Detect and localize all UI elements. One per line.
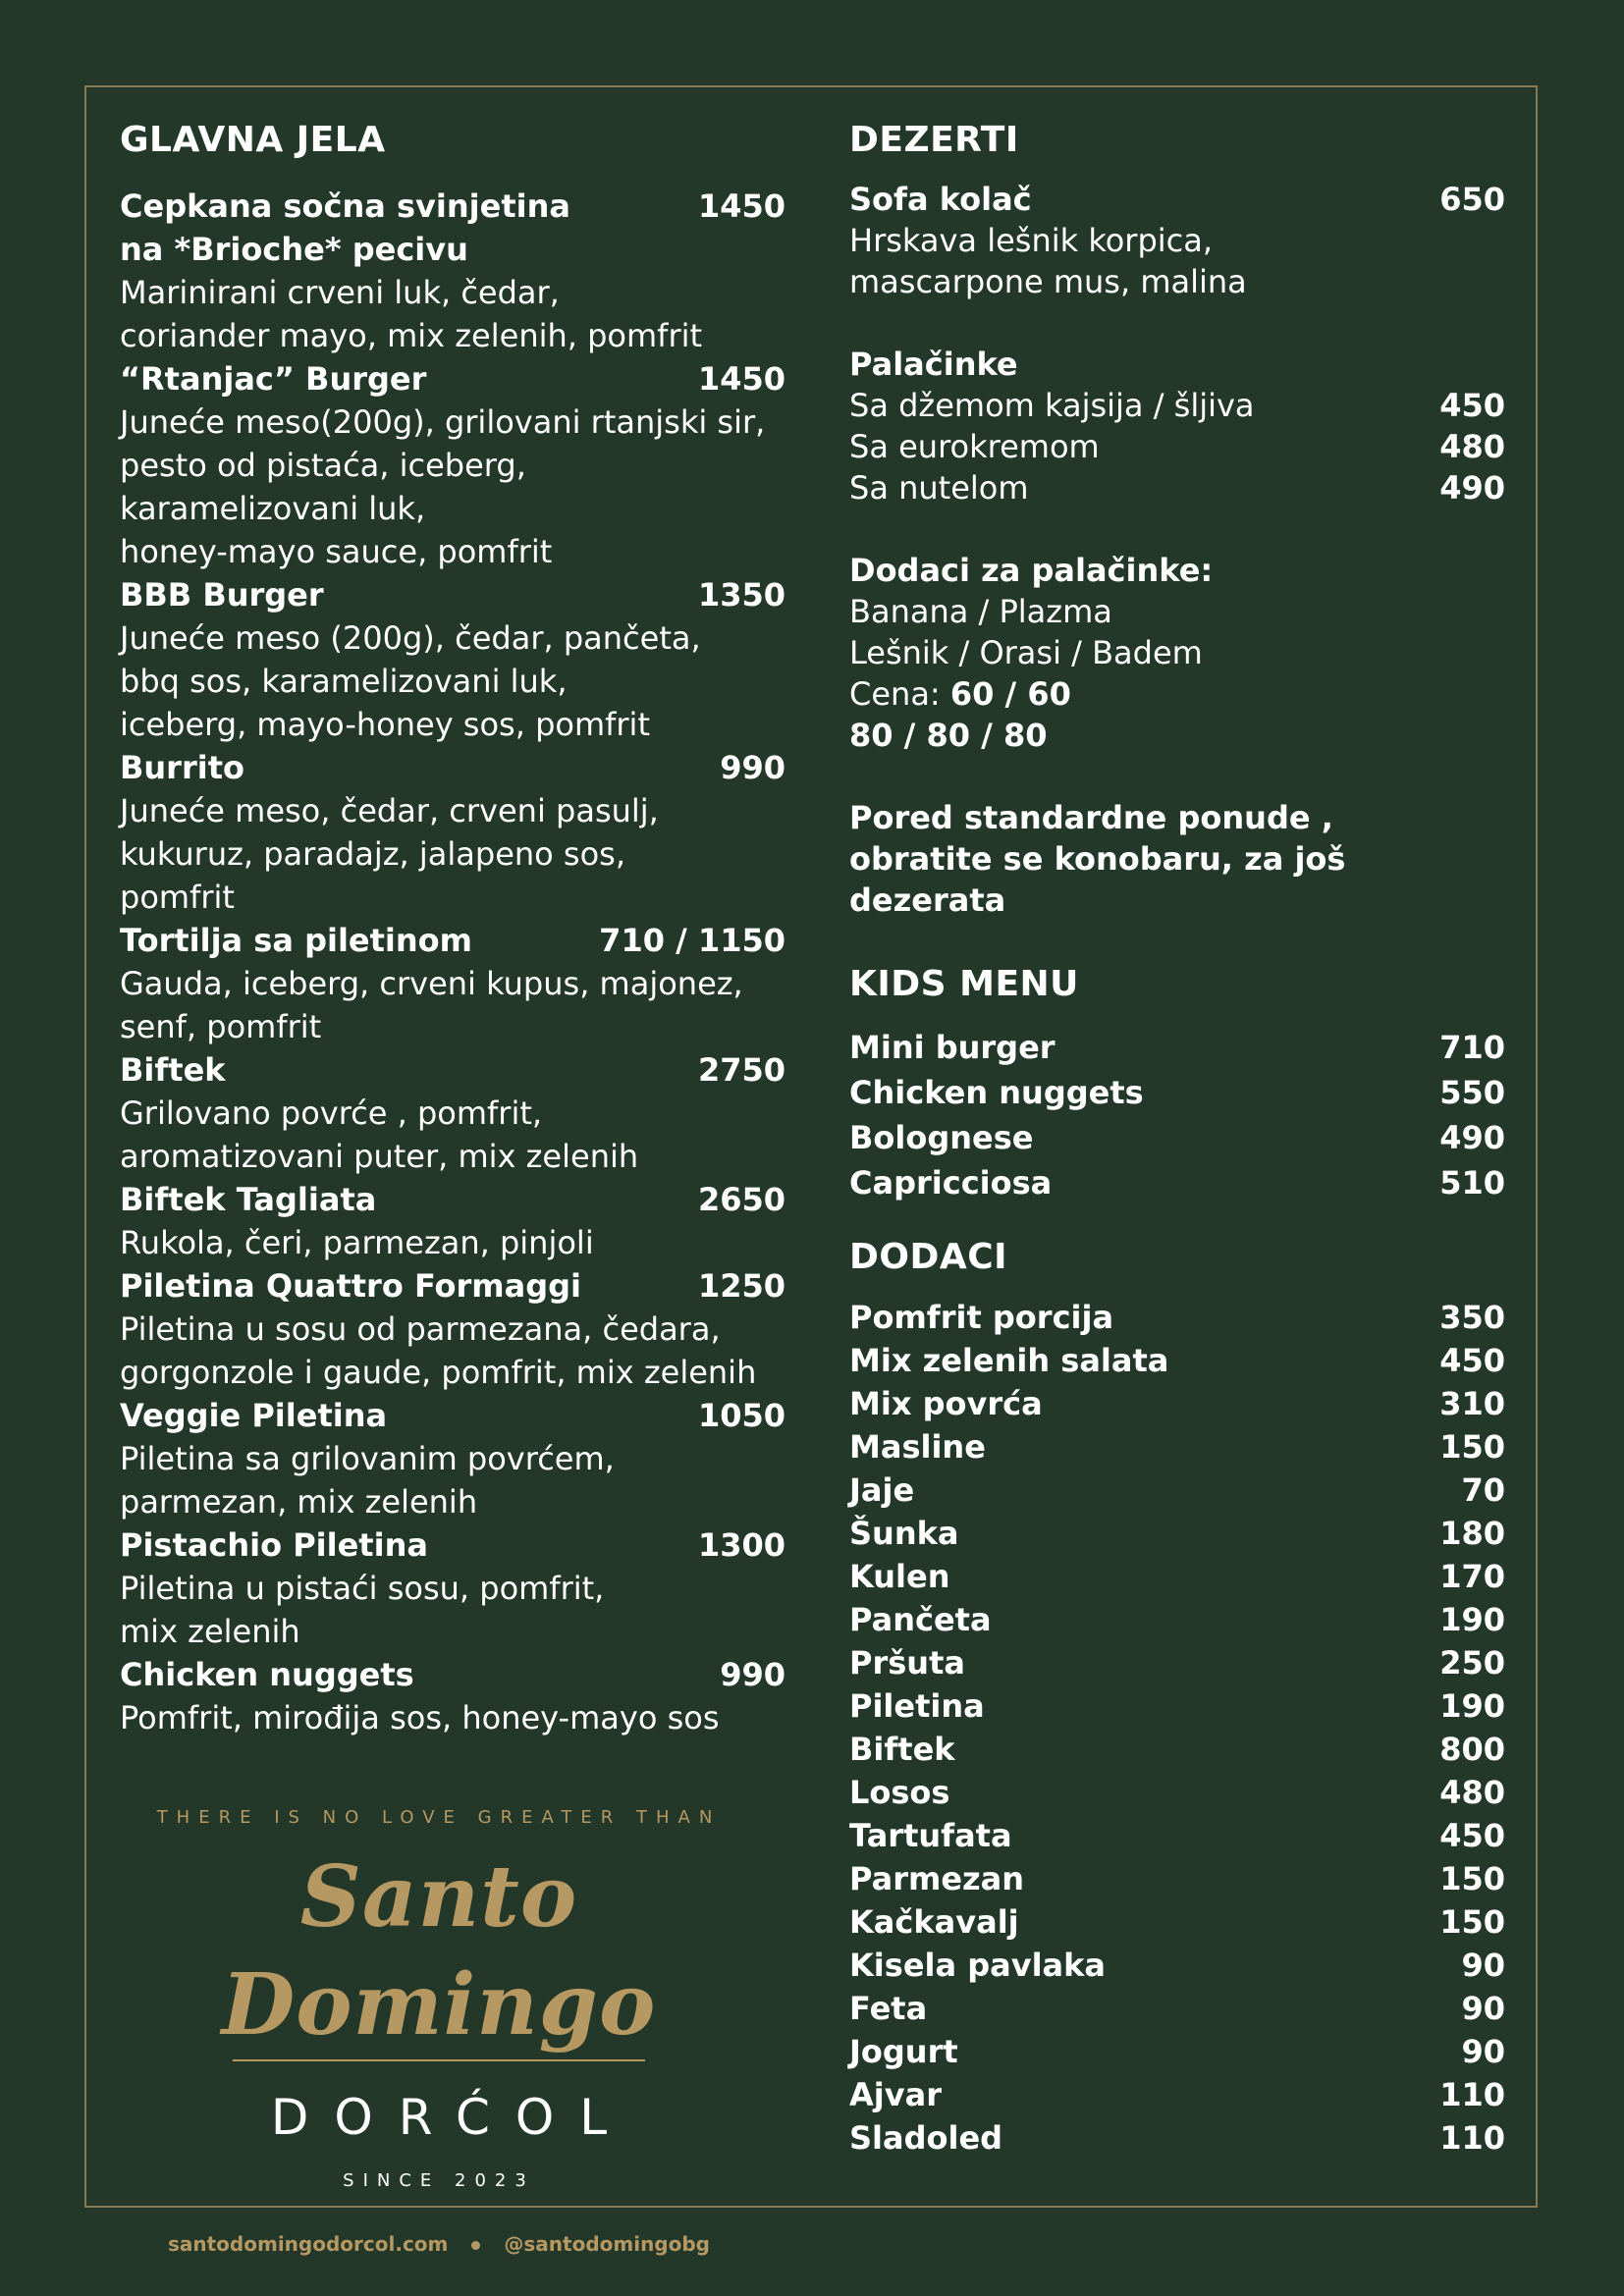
menu-item <box>120 357 785 573</box>
logo-underline <box>233 2059 645 2061</box>
item-price: 1450 <box>697 187 785 225</box>
list-item <box>849 1468 1505 1512</box>
list-item <box>849 1857 1505 1900</box>
list-item <box>849 1382 1505 1425</box>
item-price: 1250 <box>697 1267 785 1305</box>
item-price: 180 <box>1439 1515 1505 1552</box>
item-name: Tortilja sa piletinom <box>120 922 472 959</box>
item-name: Pančeta <box>849 1601 992 1638</box>
dessert-note <box>849 797 1505 921</box>
item-name: Pistachio Piletina <box>120 1526 428 1564</box>
item-name: Sa nutelom <box>849 469 1029 507</box>
item-price: 2650 <box>697 1181 785 1218</box>
note-line: obratite se konobaru, za još dezerata <box>849 840 1346 919</box>
menu-item <box>120 1048 785 1178</box>
menu-item <box>120 1523 785 1653</box>
item-name: Masline <box>849 1428 986 1466</box>
item-name-line2: na *Brioche* pecivu <box>120 231 468 268</box>
item-price: 710 <box>1439 1029 1505 1066</box>
list-item <box>849 1555 1505 1598</box>
list-item <box>849 1425 1505 1468</box>
main-dishes-title: GLAVNA JELA <box>120 120 386 160</box>
item-name: Kulen <box>849 1558 950 1595</box>
item-price: 190 <box>1439 1601 1505 1638</box>
item-name: Sa eurokremom <box>849 428 1100 465</box>
addons-price-line <box>849 673 1505 715</box>
list-item <box>849 1728 1505 1771</box>
item-price: 70 <box>1461 1471 1505 1509</box>
item-name: Pršuta <box>849 1644 965 1682</box>
price-label: Cena: <box>849 675 950 713</box>
item-price: 1450 <box>697 360 785 398</box>
item-description: Marinirani crveni luk, čedar, <box>120 274 560 311</box>
item-price: 150 <box>1439 1903 1505 1941</box>
item-name: Ajvar <box>849 2076 942 2113</box>
item-price: 2750 <box>697 1051 785 1089</box>
item-description: Juneće meso, čedar, crveni pasulj, <box>120 792 659 829</box>
item-price: 350 <box>1439 1299 1505 1336</box>
item-description: pomfrit <box>120 879 235 916</box>
item-name: Mix zelenih salata <box>849 1342 1169 1379</box>
pancakes-group <box>849 344 1505 508</box>
addons-line: Banana / Plazma <box>849 593 1112 630</box>
item-price: 250 <box>1439 1644 1505 1682</box>
item-name: Bolognese <box>849 1119 1034 1156</box>
item-price: 800 <box>1439 1731 1505 1768</box>
pancake-row <box>849 426 1505 467</box>
item-description: Juneće meso(200g), grilovani rtanjski sir, <box>120 403 766 441</box>
item-name: Sa džemom kajsija / šljiva <box>849 387 1255 424</box>
item-name: BBB Burger <box>120 576 324 614</box>
list-item <box>849 1512 1505 1555</box>
extras-list <box>849 1296 1505 2160</box>
addons-price: 60 / 60 <box>949 675 1071 713</box>
item-name: Tartufata <box>849 1817 1012 1854</box>
item-description: mascarpone mus, malina <box>849 263 1247 300</box>
note-line: Pored standardne ponude , <box>849 799 1333 836</box>
item-description: Hrskava lešnik korpica, <box>849 222 1214 259</box>
menu-item <box>120 1178 785 1264</box>
item-description: bbq sos, karamelizovani luk, <box>120 663 568 700</box>
item-price: 450 <box>1439 387 1505 424</box>
item-price: 1300 <box>697 1526 785 1564</box>
item-name: Jogurt <box>849 2033 958 2070</box>
item-description: Gauda, iceberg, crveni kupus, majonez, <box>120 965 743 1002</box>
item-description: Juneće meso (200g), čedar, pančeta, <box>120 619 701 657</box>
list-item <box>849 1339 1505 1382</box>
item-description: kukuruz, paradajz, jalapeno sos, <box>120 835 625 873</box>
list-item <box>849 1771 1505 1814</box>
item-price: 110 <box>1439 2076 1505 2113</box>
item-price: 490 <box>1439 469 1505 507</box>
dessert-item <box>849 179 1505 302</box>
kids-menu-title: KIDS MENU <box>849 964 1079 1004</box>
item-price: 480 <box>1439 428 1505 465</box>
item-name: Šunka <box>849 1515 959 1552</box>
item-price: 110 <box>1439 2119 1505 2157</box>
list-item <box>849 2073 1505 2116</box>
item-description: Piletina u pistaći sosu, pomfrit, <box>120 1570 605 1607</box>
main-dishes-list <box>120 185 785 1739</box>
list-item <box>849 1025 1505 1070</box>
item-name: Losos <box>849 1774 950 1811</box>
desserts-title: DEZERTI <box>849 120 1019 160</box>
item-price: 310 <box>1439 1385 1505 1422</box>
item-description: mix zelenih <box>120 1613 300 1650</box>
item-name: Burrito <box>120 749 244 786</box>
item-name: Feta <box>849 1990 928 2027</box>
item-price: 90 <box>1461 1947 1505 1984</box>
menu-item <box>120 573 785 746</box>
list-item <box>849 1160 1505 1205</box>
item-price: 510 <box>1439 1164 1505 1201</box>
main-dishes-column <box>120 116 785 1739</box>
item-name: Kisela pavlaka <box>849 1947 1107 1984</box>
item-description: Grilovano povrće , pomfrit, <box>120 1095 543 1132</box>
addons-line: Lešnik / Orasi / Badem <box>849 634 1203 671</box>
item-price: 990 <box>720 749 785 786</box>
item-name: Mini burger <box>849 1029 1056 1066</box>
item-price: 150 <box>1439 1860 1505 1897</box>
item-name: Veggie Piletina <box>120 1397 388 1434</box>
item-name: Jaje <box>849 1471 915 1509</box>
item-description: Pomfrit, mirođija sos, honey-mayo sos <box>120 1699 720 1736</box>
item-description: parmezan, mix zelenih <box>120 1483 478 1521</box>
pancake-row <box>849 467 1505 508</box>
list-item <box>849 1641 1505 1684</box>
item-description: honey-mayo sauce, pomfrit <box>120 533 553 570</box>
item-name: Piletina Quattro Formaggi <box>120 1267 581 1305</box>
item-name: Kačkavalj <box>849 1903 1019 1941</box>
list-item <box>849 1944 1505 1987</box>
item-description: karamelizovani luk, <box>120 490 426 527</box>
item-name: Biftek <box>849 1731 955 1768</box>
extras-title: DODACI <box>849 1237 1008 1277</box>
list-item <box>849 1598 1505 1641</box>
item-name: Cepkana sočna svinjetina <box>120 187 570 225</box>
logo-wordmark: Santo Domingo <box>221 1847 657 2055</box>
list-item <box>849 1684 1505 1728</box>
menu-item <box>120 1653 785 1739</box>
item-price: 450 <box>1439 1342 1505 1379</box>
item-price: 170 <box>1439 1558 1505 1595</box>
item-price: 90 <box>1461 1990 1505 2027</box>
item-name: Biftek <box>120 1051 226 1089</box>
item-description: iceberg, mayo-honey sos, pomfrit <box>120 706 650 743</box>
list-item <box>849 1987 1505 2030</box>
item-name: Biftek Tagliata <box>120 1181 377 1218</box>
menu-item <box>120 185 785 357</box>
item-name: Chicken nuggets <box>849 1074 1144 1111</box>
menu-item <box>120 1264 785 1394</box>
item-description: coriander mayo, mix zelenih, pomfrit <box>120 317 703 354</box>
item-price: 90 <box>1461 2033 1505 2070</box>
list-item <box>849 1115 1505 1160</box>
pancakes-title: Palačinke <box>849 346 1018 383</box>
item-price: 150 <box>1439 1428 1505 1466</box>
website-link[interactable]: santodomingodorcol.com <box>167 2232 449 2256</box>
item-description: Rukola, čeri, parmezan, pinjoli <box>120 1224 594 1261</box>
pancake-addons <box>849 550 1505 756</box>
contact-line <box>120 2230 758 2258</box>
list-item <box>849 1070 1505 1115</box>
list-item <box>849 1296 1505 1339</box>
list-item <box>849 1900 1505 1944</box>
item-price: 450 <box>1439 1817 1505 1854</box>
item-description: gorgonzole i gaude, pomfrit, mix zelenih <box>120 1354 757 1391</box>
item-description: senf, pomfrit <box>120 1008 322 1045</box>
pancake-row <box>849 385 1505 426</box>
item-price: 480 <box>1439 1774 1505 1811</box>
menu-item <box>120 746 785 919</box>
item-name: Mix povrća <box>849 1385 1043 1422</box>
list-item <box>849 1814 1505 1857</box>
menu-item <box>120 1394 785 1523</box>
item-price: 550 <box>1439 1074 1505 1111</box>
item-price: 1050 <box>697 1397 785 1434</box>
logo-district: DORĆOL <box>270 2089 633 2146</box>
item-name: Parmezan <box>849 1860 1025 1897</box>
addons-title: Dodaci za palačinke: <box>849 552 1214 589</box>
right-column <box>849 116 1505 2160</box>
item-price: 990 <box>720 1656 785 1693</box>
item-description: aromatizovani puter, mix zelenih <box>120 1138 639 1175</box>
logo-tagline: THERE IS NO LOVE GREATER THAN <box>156 1807 722 1828</box>
item-price: 190 <box>1439 1687 1505 1725</box>
item-price: 1350 <box>697 576 785 614</box>
item-name: “Rtanjac” Burger <box>120 360 427 398</box>
item-price: 490 <box>1439 1119 1505 1156</box>
brand-logo <box>120 1806 758 2258</box>
item-name: Pomfrit porcija <box>849 1299 1114 1336</box>
menu-item <box>120 919 785 1048</box>
item-description: Piletina u sosu od parmezana, čedara, <box>120 1310 721 1348</box>
instagram-handle[interactable]: @santodomingobg <box>504 2232 710 2256</box>
item-description: Piletina sa grilovanim povrćem, <box>120 1440 615 1477</box>
item-name: Capricciosa <box>849 1164 1053 1201</box>
item-price: 650 <box>1439 181 1505 218</box>
addons-price: 80 / 80 / 80 <box>849 717 1048 754</box>
item-name: Piletina <box>849 1687 985 1725</box>
item-name: Chicken nuggets <box>120 1656 414 1693</box>
item-name: Sofa kolač <box>849 181 1032 218</box>
item-price: 710 / 1150 <box>599 922 785 959</box>
separator-dot-icon <box>471 2241 480 2250</box>
item-description: pesto od pistaća, iceberg, <box>120 447 526 484</box>
kids-menu-list <box>849 1025 1505 1205</box>
logo-since: SINCE 2023 <box>343 2170 535 2191</box>
list-item <box>849 2030 1505 2073</box>
list-item <box>849 2116 1505 2160</box>
item-name: Sladoled <box>849 2119 1003 2157</box>
